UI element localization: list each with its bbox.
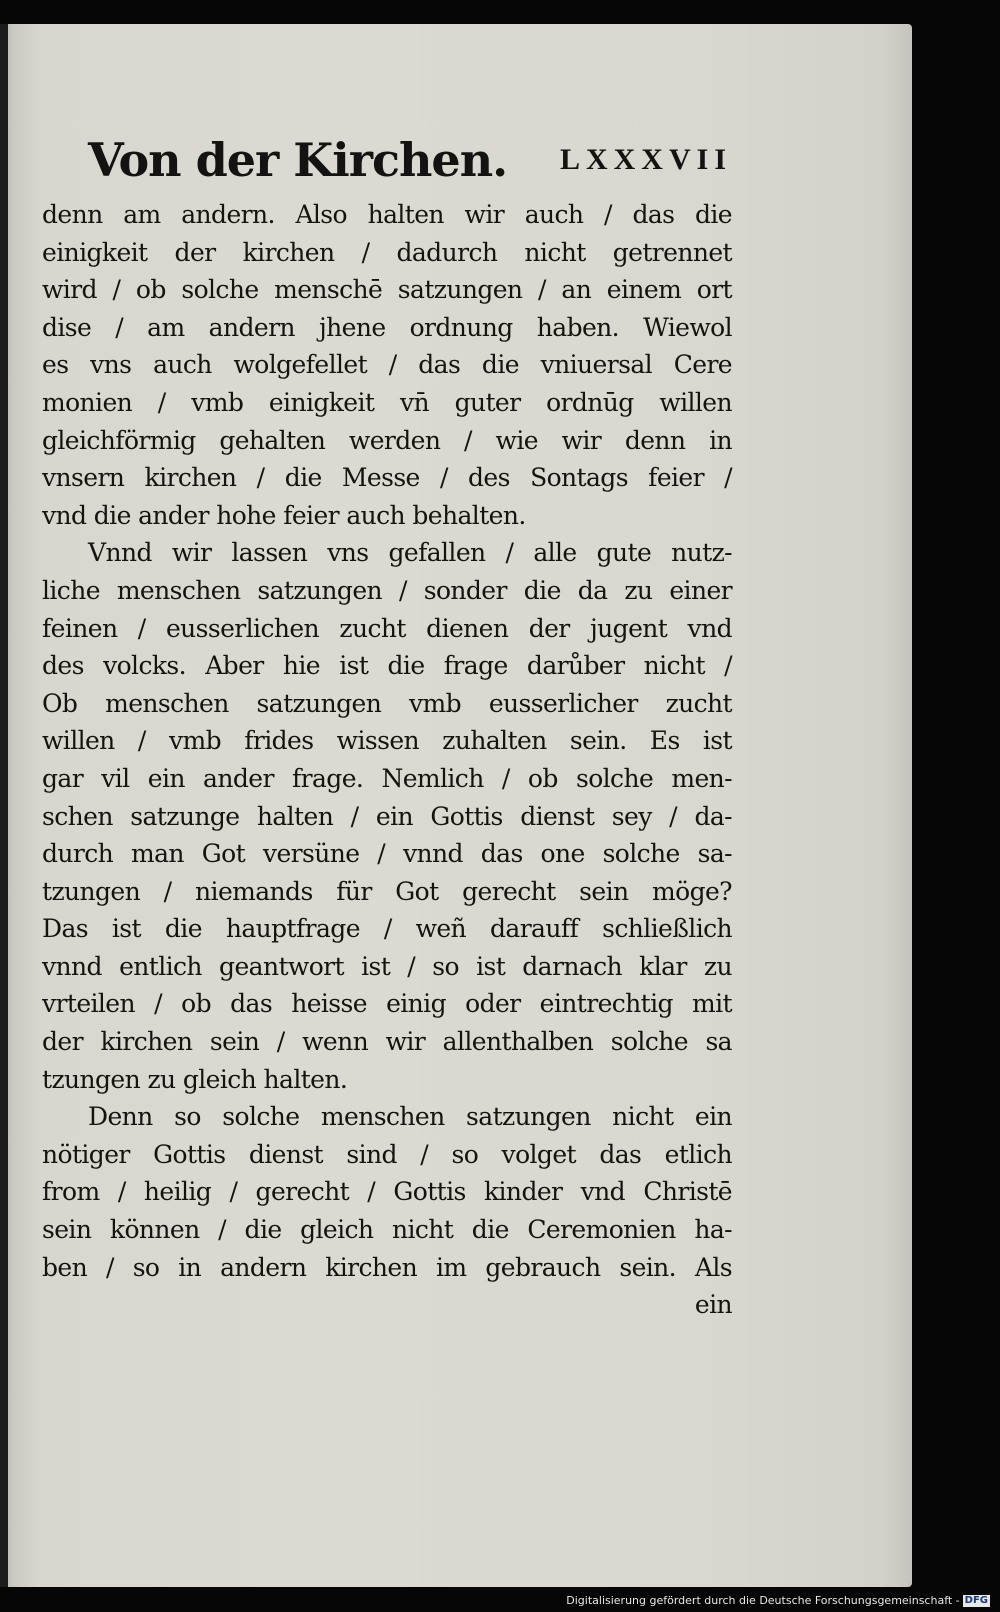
- page-header: [88, 128, 732, 192]
- text-line: willen / vmb frides wissen zuhalten sein. Es ist: [42, 726, 732, 756]
- text-line: denn am andern. Also halten wir auch / das die: [42, 200, 732, 229]
- paragraph-start-line: Vnnd wir lassen vns gefallen / alle gute nutz-: [88, 538, 732, 568]
- text-line: from / heilig / gerecht / Gottis kinder vnd Christē: [42, 1177, 732, 1207]
- text-line: tzungen / niemands für Got gerecht sein möge?: [42, 876, 732, 906]
- text-line: Das ist die hauptfrage / weñ darauff schließlich: [42, 914, 732, 944]
- folio-number: LXXXVII: [559, 143, 732, 176]
- text-line: es vns auch wolgefellet / das die vniuersal Cere: [42, 350, 732, 380]
- text-line: Ob menschen satzungen vmb eusserlicher zucht: [42, 688, 732, 718]
- text-line: des volcks. Aber hie ist die frage darůber nicht /: [42, 651, 732, 681]
- text-line: dise / am andern jhene ordnung haben. Wiewol: [42, 312, 732, 342]
- running-title: Von der Kirchen.: [88, 133, 508, 187]
- digitization-credit: [566, 1594, 990, 1608]
- text-line: monien / vmb einigkeit vn̄ guter ordnūg willen: [42, 387, 732, 417]
- text-line: feinen / eusserlichen zucht dienen der jugent vnd: [42, 613, 732, 643]
- text-line: schen satzunge halten / ein Gottis dienst sey / da-: [42, 801, 732, 831]
- text-line: durch man Got versüne / vnnd das one solche sa-: [42, 839, 732, 869]
- text-line: wird / ob solche menschē satzungen / an einem ort: [42, 275, 732, 305]
- text-line: tzungen zu gleich halten.: [42, 1064, 348, 1094]
- text-line: sein können / die gleich nicht die Ceremonien ha-: [42, 1215, 732, 1245]
- text-line: einigkeit der kirchen / dadurch nicht getrennet: [42, 237, 732, 267]
- text-line: gleichförmig gehalten werden / wie wir denn in: [42, 425, 732, 455]
- page-gutter: [0, 24, 8, 1587]
- text-line: liche menschen satzungen / sonder die da zu einer: [42, 575, 732, 605]
- text-line: gar vil ein ander frage. Nemlich / ob solche men-: [42, 763, 732, 793]
- text-line: vrteilen / ob das heisse einig oder eintrechtig mit: [42, 989, 732, 1019]
- text-line: vnd die ander hohe feier auch behalten.: [42, 500, 526, 530]
- text-line: vnsern kirchen / die Messe / des Sontags feier /: [42, 463, 732, 493]
- paragraph-start-line: Denn so solche menschen satzungen nicht ein: [88, 1102, 732, 1132]
- dfg-logo: DFG: [964, 1595, 988, 1606]
- text-line: der kirchen sein / wenn wir allenthalben solche sa: [42, 1027, 732, 1057]
- text-block: [42, 196, 732, 1324]
- text-line: nötiger Gottis dienst sind / so volget das etlich: [42, 1139, 732, 1169]
- text-line: vnnd entlich geantwort ist / so ist darnach klar zu: [42, 951, 732, 981]
- catchword: ein: [694, 1290, 732, 1320]
- credit-text: Digitalisierung gefördert durch die Deutsche Forschungsgemeinschaft -: [566, 1594, 960, 1607]
- text-line: ben / so in andern kirchen im gebrauch sein. Als: [42, 1252, 732, 1282]
